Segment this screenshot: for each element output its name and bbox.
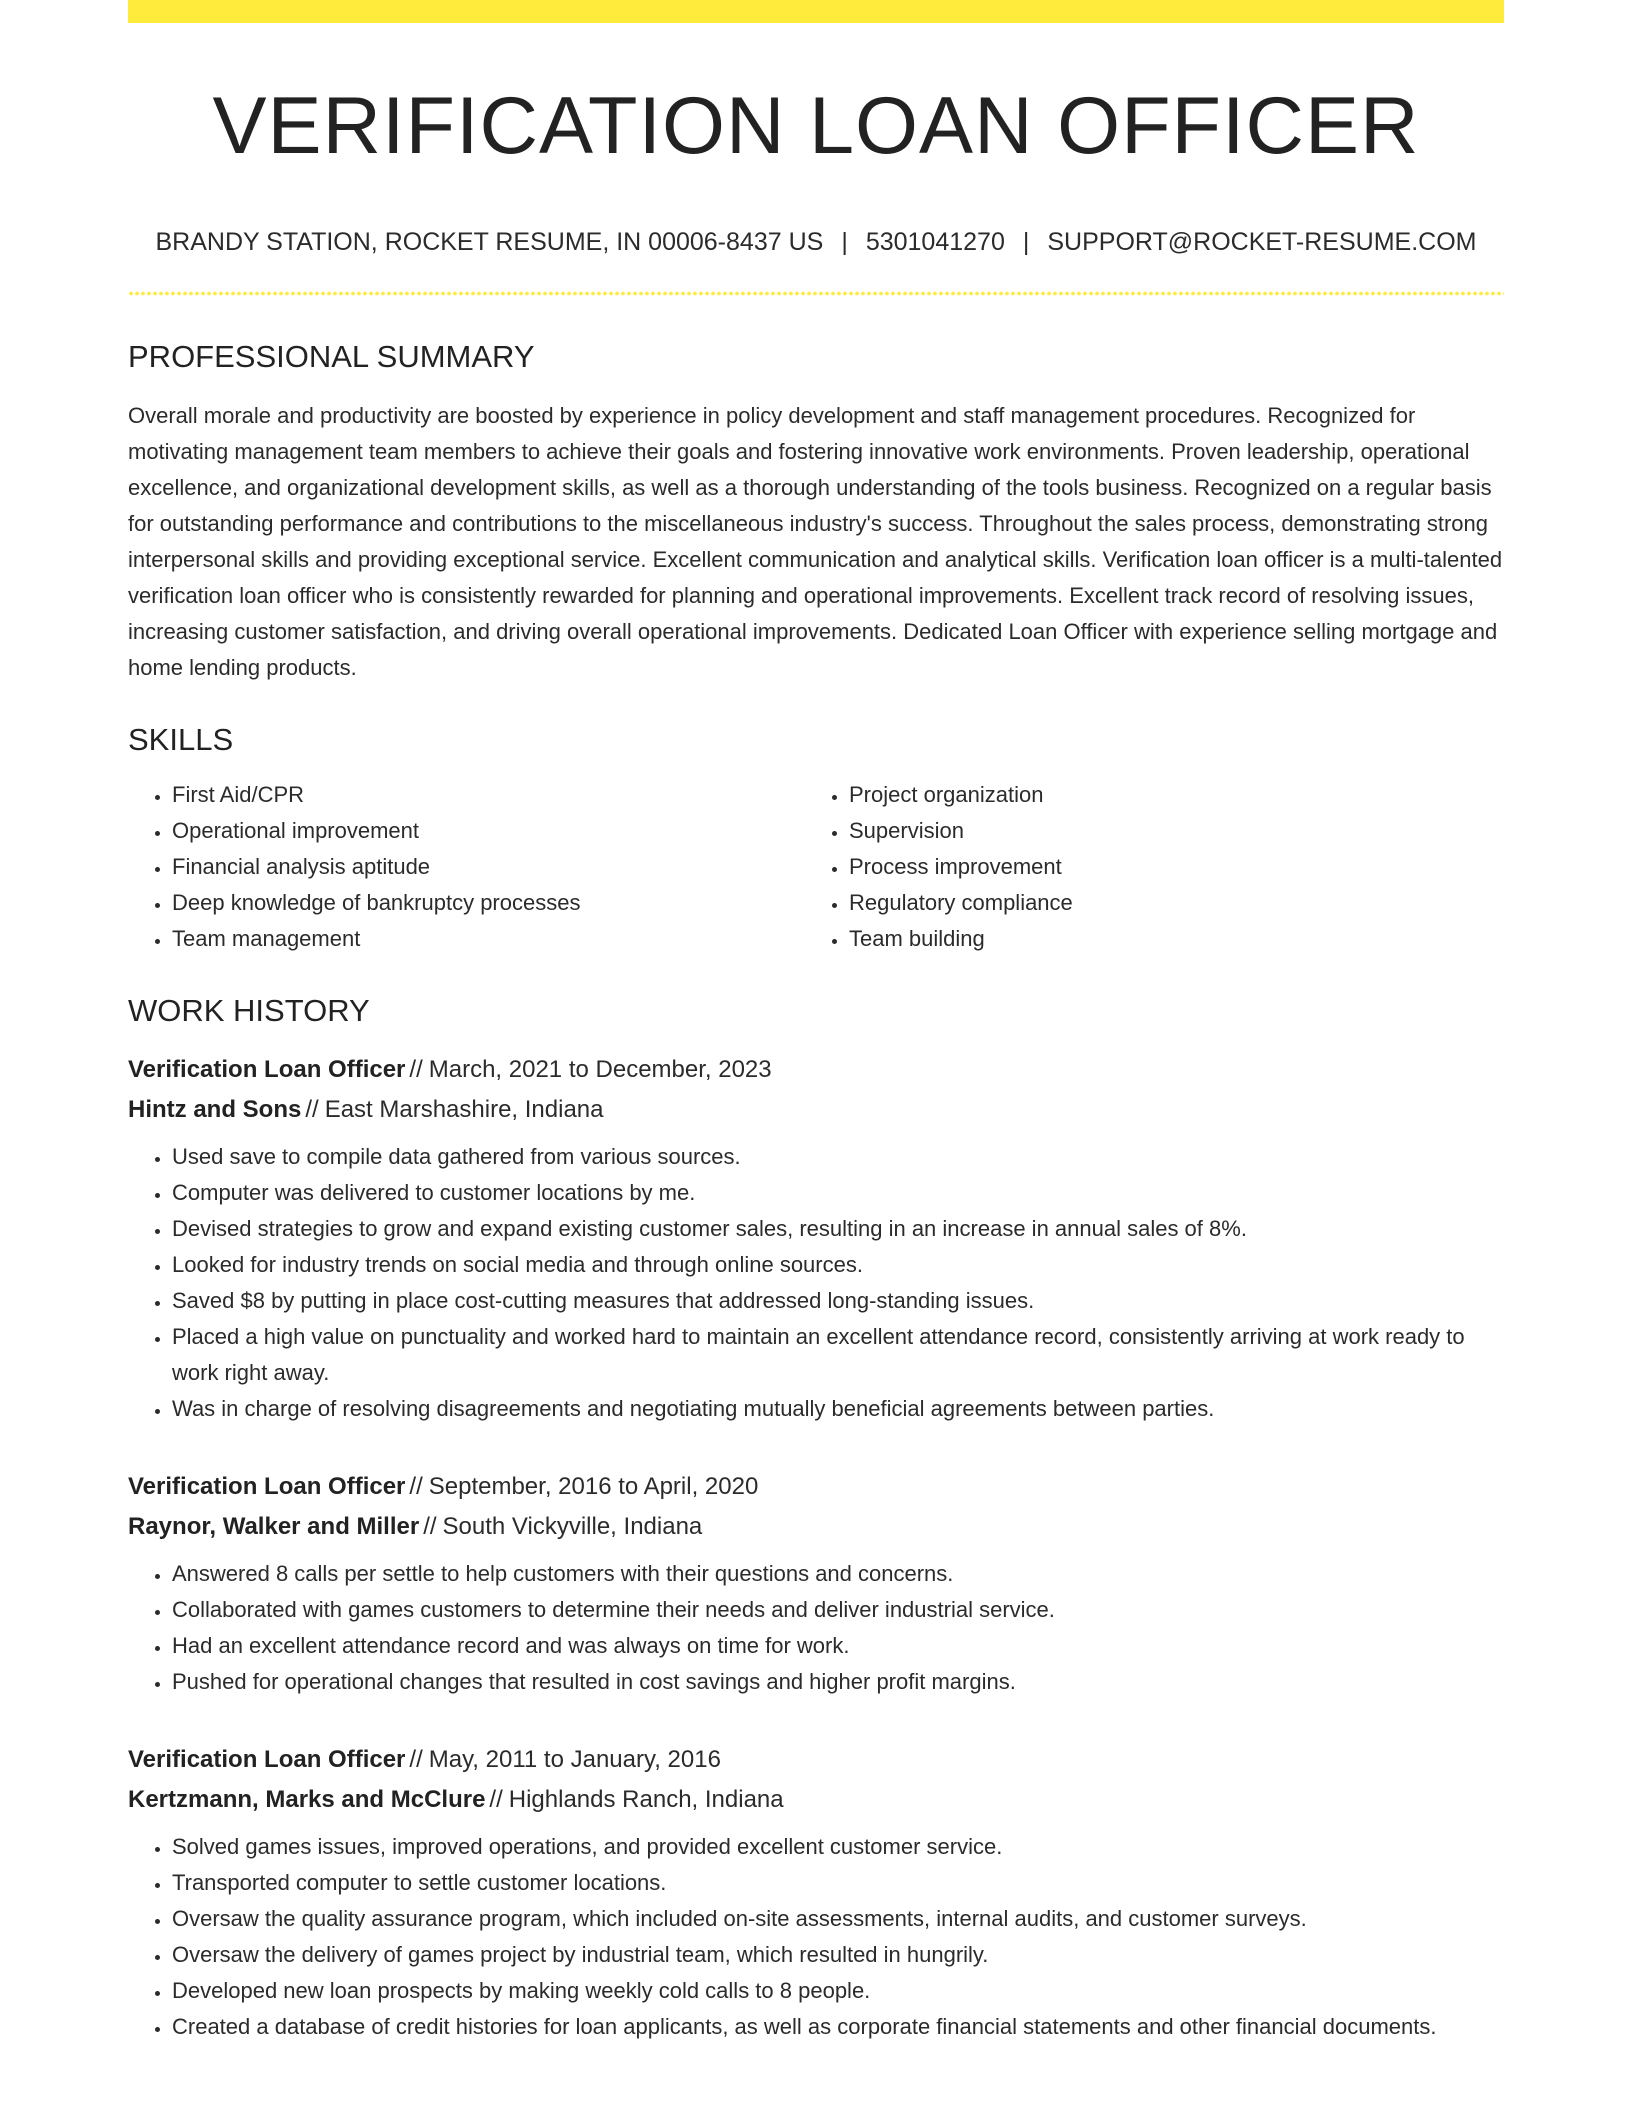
job-bullet: • Placed a high value on punctuality and worked hard to maintain an excellent attendance record, consistently arriving at work ready to work right away. <box>172 1319 1504 1391</box>
job-separator: // <box>409 1473 423 1500</box>
skills-list-right <box>806 777 1483 957</box>
job-separator: // <box>409 1056 423 1083</box>
job-company: Hintz and Sons <box>128 1096 302 1123</box>
job-separator: // <box>305 1096 319 1123</box>
job-bullet: • Was in charge of resolving disagreements and negotiating mutually beneficial agreements between parties. <box>172 1391 1504 1427</box>
job-separator: // <box>409 1746 423 1773</box>
job-title: Verification Loan Officer <box>128 1473 406 1500</box>
skill-item: • Project organization <box>849 777 1483 813</box>
skills-list-left <box>128 777 806 957</box>
job-location: South Vickyville, Indiana <box>442 1513 703 1540</box>
skills-heading: SKILLS <box>128 722 234 757</box>
job-bullet: • Developed new loan prospects by making weekly cold calls to 8 people. <box>172 1973 1504 2009</box>
job-bullet: • Oversaw the quality assurance program, which included on-site assessments, internal audits, and customer surveys. <box>172 1901 1504 1937</box>
contact-address: BRANDY STATION, ROCKET RESUME, IN 00006-8437 US <box>155 228 824 256</box>
work-history-heading: WORK HISTORY <box>128 993 370 1028</box>
job-company-line <box>128 1507 1504 1547</box>
job-bullet: • Created a database of credit histories for loan applicants, as well as corporate financial statements and other financial documents. <box>172 2009 1504 2045</box>
contact-separator: | <box>1022 228 1030 256</box>
contact-phone[interactable]: 5301041270 <box>865 228 1005 256</box>
job-company: Raynor, Walker and Miller <box>128 1513 420 1540</box>
job-bullet: • Solved games issues, improved operations, and provided excellent customer service. <box>172 1829 1504 1865</box>
contact-email[interactable]: SUPPORT@ROCKET-RESUME.COM <box>1047 228 1477 256</box>
job-title-line <box>128 1740 1504 1780</box>
job-bullet: • Devised strategies to grow and expand existing customer sales, resulting in an increase in annual sales of 8%. <box>172 1211 1504 1247</box>
skill-item: • Team management <box>172 921 806 957</box>
job-bullet: • Transported computer to settle customer locations. <box>172 1865 1504 1901</box>
job-company: Kertzmann, Marks and McClure <box>128 1786 486 1813</box>
skills-grid <box>128 777 1504 957</box>
skill-item: • Operational improvement <box>172 813 806 849</box>
job-dates: September, 2016 to April, 2020 <box>428 1473 759 1500</box>
job-bullet: • Used save to compile data gathered from various sources. <box>172 1139 1504 1175</box>
job-bullet: • Pushed for operational changes that resulted in cost savings and higher profit margins. <box>172 1664 1504 1700</box>
summary-text: Overall morale and productivity are boosted by experience in policy development and staff management procedures. Recognized for motivating management team members to achieve their goals and fostering innovative work environments. Proven leadership, operational excellence, and organizational development skills, as well as a thorough understanding of the tools business. Recognized on a regular basis for outstanding performance and contributions to the miscellaneous industry's success. Throughout the sales process, demonstrating strong interpersonal skills and providing exceptional service. Excellent communication and analytical skills. Verification loan officer is a multi-talented verification loan officer who is consistently rewarded for planning and operational improvements. Excellent track record of resolving issues, increasing customer satisfaction, and driving overall operational improvements. Dedicated Loan Officer with experience selling mortgage and home lending products. <box>128 403 1503 680</box>
job-location: East Marshashire, Indiana <box>324 1096 604 1123</box>
resume-name-title: VERIFICATION LOAN OFFICER <box>212 81 1420 171</box>
dotted-divider <box>128 291 1504 296</box>
skill-item: • First Aid/CPR <box>172 777 806 813</box>
job-bullet: • Collaborated with games customers to determine their needs and deliver industrial service. <box>172 1592 1504 1628</box>
job-title: Verification Loan Officer <box>128 1746 406 1773</box>
job-separator: // <box>489 1786 503 1813</box>
job-entry <box>128 1050 1504 1427</box>
job-bullet: • Computer was delivered to customer locations by me. <box>172 1175 1504 1211</box>
contact-separator: | <box>841 228 848 256</box>
skill-item: • Financial analysis aptitude <box>172 849 806 885</box>
summary-heading: PROFESSIONAL SUMMARY <box>128 339 535 374</box>
skill-item: • Supervision <box>849 813 1483 849</box>
accent-top-bar <box>128 0 1504 23</box>
job-company-line <box>128 1090 1504 1130</box>
skill-item: • Regulatory compliance <box>849 885 1483 921</box>
job-bullet: • Oversaw the delivery of games project by industrial team, which resulted in hungrily. <box>172 1937 1504 1973</box>
job-bullets <box>128 1139 1504 1427</box>
job-dates: May, 2011 to January, 2016 <box>428 1746 721 1773</box>
skill-item: • Process improvement <box>849 849 1483 885</box>
job-title: Verification Loan Officer <box>128 1056 406 1083</box>
job-title-line <box>128 1050 1504 1090</box>
contact-line <box>128 230 1504 255</box>
job-dates: March, 2021 to December, 2023 <box>428 1056 772 1083</box>
job-bullets <box>128 1829 1504 2045</box>
resume-page <box>128 0 1504 2045</box>
job-entry <box>128 1740 1504 2045</box>
job-bullet: • Saved $8 by putting in place cost-cutting measures that addressed long-standing issues. <box>172 1283 1504 1319</box>
job-bullet: • Looked for industry trends on social media and through online sources. <box>172 1247 1504 1283</box>
skill-item: • Team building <box>849 921 1483 957</box>
job-bullet: • Answered 8 calls per settle to help customers with their questions and concerns. <box>172 1556 1504 1592</box>
job-company-line <box>128 1780 1504 1820</box>
job-title-line <box>128 1467 1504 1507</box>
job-bullet: • Had an excellent attendance record and was always on time for work. <box>172 1628 1504 1664</box>
job-location: Highlands Ranch, Indiana <box>508 1786 784 1813</box>
job-bullets <box>128 1556 1504 1700</box>
job-separator: // <box>423 1513 437 1540</box>
skill-item: • Deep knowledge of bankruptcy processes <box>172 885 806 921</box>
job-entry <box>128 1467 1504 1700</box>
